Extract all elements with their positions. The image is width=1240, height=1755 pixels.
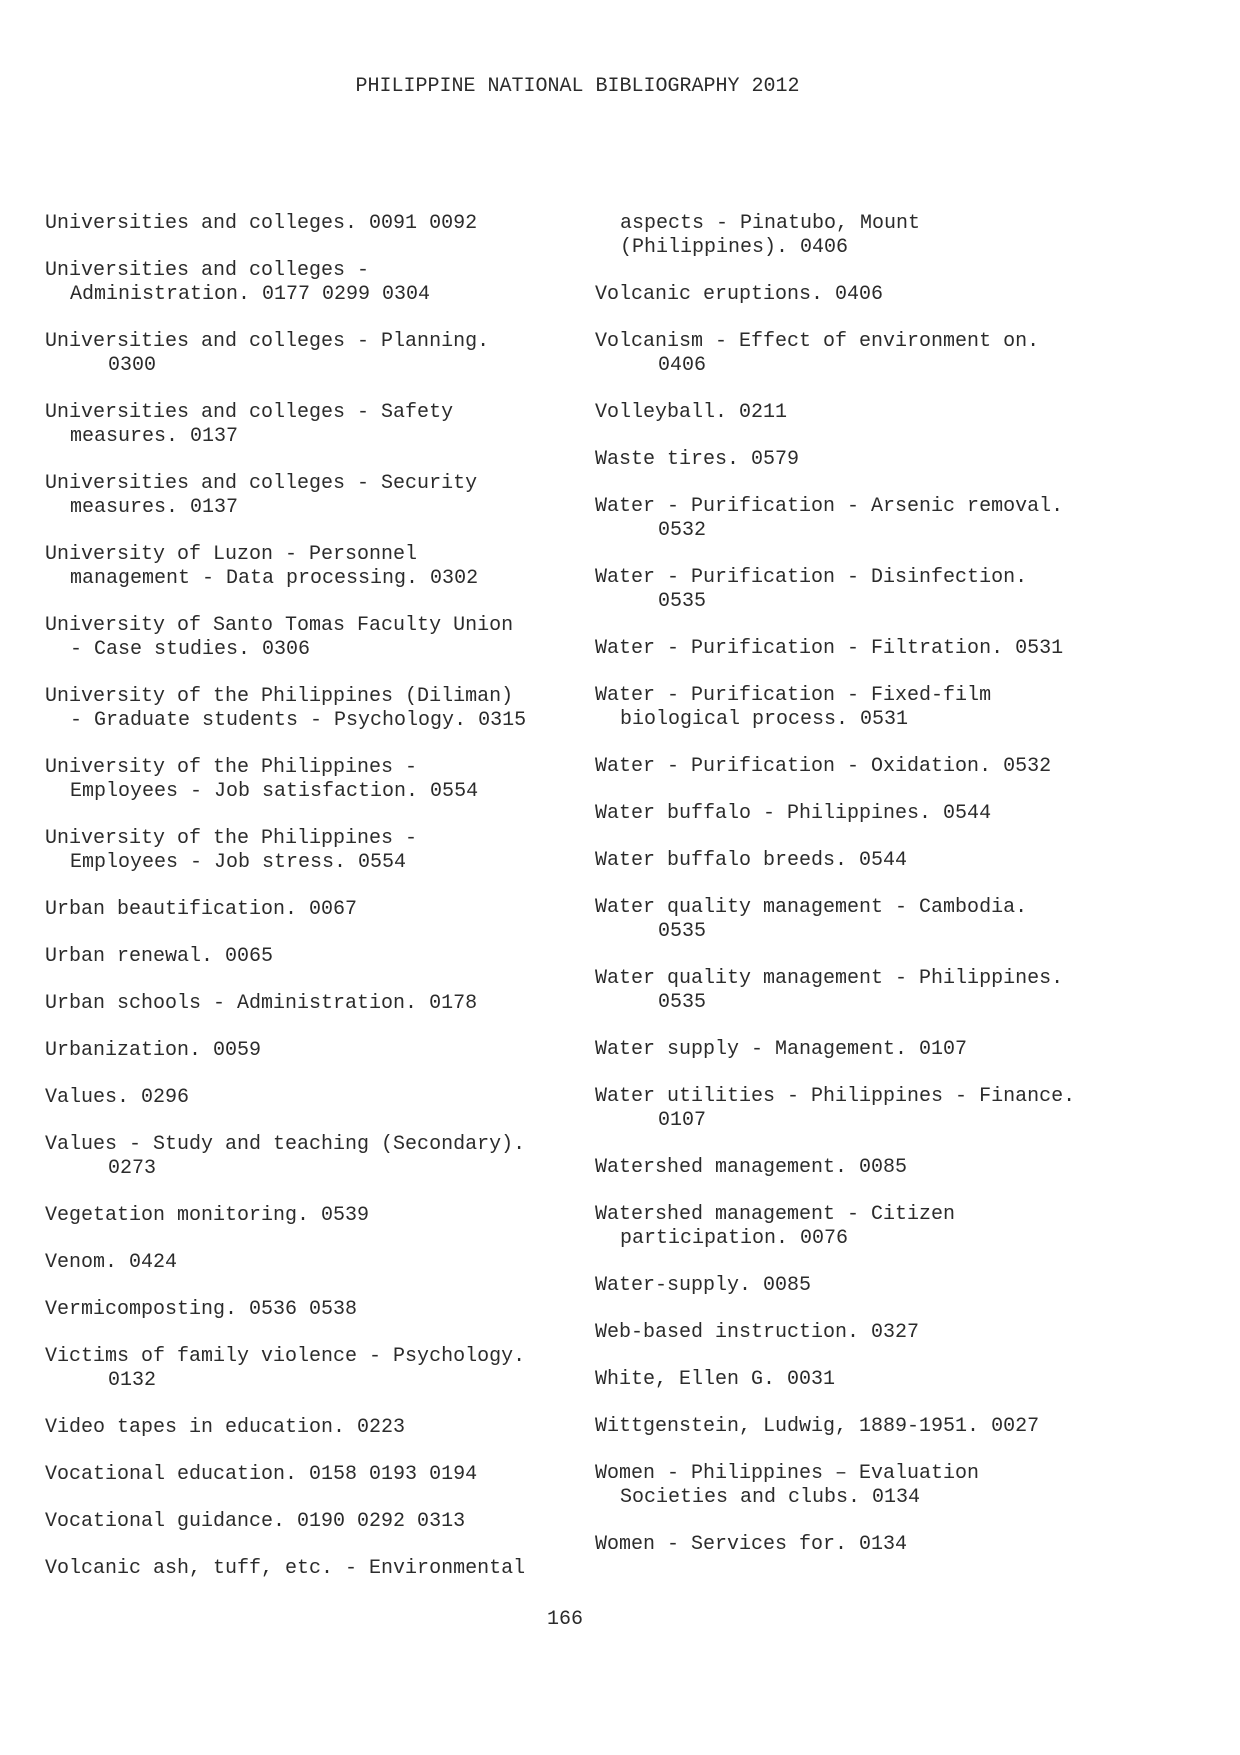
index-entry-line: Urban renewal. 0065 <box>45 945 274 968</box>
index-entry-line: measures. 0137 <box>70 496 239 519</box>
index-entry <box>45 1510 585 1534</box>
index-entry <box>595 755 1155 779</box>
index-entry <box>45 1345 585 1393</box>
index-entry-line: Universities and colleges. 0091 0092 <box>45 212 478 235</box>
index-entry-line: Victims of family violence - Psychology. <box>45 1345 526 1368</box>
index-entry <box>45 756 585 804</box>
index-entry-line: (Philippines). 0406 <box>620 236 849 259</box>
index-entry-line: University of the Philippines - <box>45 827 418 850</box>
index-entry-line: University of Luzon - Personnel <box>45 543 418 566</box>
index-entry <box>595 1156 1155 1180</box>
index-entry-line: White, Ellen G. 0031 <box>595 1368 836 1391</box>
index-entry-line: Values. 0296 <box>45 1086 190 1109</box>
index-entry <box>595 802 1155 826</box>
index-entry-line: Water utilities - Philippines - Finance. <box>595 1085 1076 1108</box>
index-entry-line: Watershed management. 0085 <box>595 1156 908 1179</box>
index-column-left <box>45 212 585 1604</box>
index-entry-line: Universities and colleges - Security <box>45 472 478 495</box>
index-entry <box>595 896 1155 944</box>
index-entry <box>45 330 585 378</box>
index-entry <box>595 684 1155 732</box>
index-entry-line: Vocational guidance. 0190 0292 0313 <box>45 1510 466 1533</box>
page-number: 166 <box>546 1608 583 1631</box>
index-entry <box>45 685 585 733</box>
index-entry-line: biological process. 0531 <box>620 708 909 731</box>
index-entry-line: Water quality management - Cambodia. <box>595 896 1028 919</box>
index-entry <box>595 1203 1155 1251</box>
index-entry-line: Employees - Job satisfaction. 0554 <box>70 780 479 803</box>
index-entry-line: Water buffalo breeds. 0544 <box>595 849 908 872</box>
index-entry <box>45 992 585 1016</box>
index-entry-line: Universities and colleges - Planning. <box>45 330 490 353</box>
index-entry-line: management - Data processing. 0302 <box>70 567 479 590</box>
index-entry <box>595 1085 1155 1133</box>
index-entry-line: 0535 <box>658 590 707 613</box>
index-entry-line: University of the Philippines - <box>45 756 418 779</box>
index-entry-line: Volleyball. 0211 <box>595 401 788 424</box>
index-entry-line: Vermicomposting. 0536 0538 <box>45 1298 358 1321</box>
index-entry <box>595 330 1155 378</box>
index-entry-line: Wittgenstein, Ludwig, 1889-1951. 0027 <box>595 1415 1040 1438</box>
index-entry-line: Administration. 0177 0299 0304 <box>70 283 431 306</box>
index-entry-line: Universities and colleges - Safety <box>45 401 454 424</box>
index-entry-line: 0107 <box>658 1109 707 1132</box>
index-entry <box>45 1298 585 1322</box>
index-entry-line: Water - Purification - Disinfection. <box>595 566 1028 589</box>
index-entry <box>595 849 1155 873</box>
index-entry-line: 0273 <box>108 1157 157 1180</box>
index-entry <box>595 566 1155 614</box>
index-entry <box>595 212 1155 260</box>
index-entry-line: University of the Philippines (Diliman) <box>45 685 514 708</box>
index-entry-line: - Graduate students - Psychology. 0315 <box>70 709 527 732</box>
index-entry-line: Vocational education. 0158 0193 0194 <box>45 1463 478 1486</box>
index-entry <box>45 1133 585 1181</box>
index-entry <box>595 1368 1155 1392</box>
index-entry <box>45 945 585 969</box>
index-entry-line: Women - Services for. 0134 <box>595 1533 908 1556</box>
index-entry-line: Urban schools - Administration. 0178 <box>45 992 478 1015</box>
index-entry <box>595 1038 1155 1062</box>
index-entry-line: - Case studies. 0306 <box>70 638 311 661</box>
index-entry <box>45 1416 585 1440</box>
index-entry-line: Employees - Job stress. 0554 <box>70 851 407 874</box>
index-entry-line: Urbanization. 0059 <box>45 1039 262 1062</box>
index-entry-line: 0406 <box>658 354 707 377</box>
index-entry-line: Water - Purification - Fixed-film <box>595 684 992 707</box>
index-entry <box>595 637 1155 661</box>
index-entry-line: aspects - Pinatubo, Mount <box>620 212 921 235</box>
index-entry <box>45 401 585 449</box>
index-entry-line: Universities and colleges - <box>45 259 370 282</box>
index-entry-line: Women - Philippines – Evaluation <box>595 1462 980 1485</box>
index-entry <box>45 614 585 662</box>
index-entry <box>45 1204 585 1228</box>
index-entry <box>595 1321 1155 1345</box>
index-entry <box>595 1462 1155 1510</box>
index-entry <box>45 259 585 307</box>
index-entry-line: measures. 0137 <box>70 425 239 448</box>
index-entry <box>45 1557 585 1581</box>
index-column-right <box>595 212 1155 1580</box>
index-entry-line: Venom. 0424 <box>45 1251 178 1274</box>
index-entry-line: Values - Study and teaching (Secondary). <box>45 1133 526 1156</box>
index-entry-line: Water - Purification - Filtration. 0531 <box>595 637 1064 660</box>
index-entry-line: Volcanism - Effect of environment on. <box>595 330 1040 353</box>
index-entry-line: Web-based instruction. 0327 <box>595 1321 920 1344</box>
index-entry <box>45 827 585 875</box>
index-entry-line: 0300 <box>108 354 157 377</box>
index-entry-line: Waste tires. 0579 <box>595 448 800 471</box>
page-header: PHILIPPINE NATIONAL BIBLIOGRAPHY 2012 <box>355 75 800 98</box>
index-entry <box>595 401 1155 425</box>
index-entry <box>45 1463 585 1487</box>
index-entry <box>595 1533 1155 1557</box>
index-entry-line: 0535 <box>658 991 707 1014</box>
index-entry <box>595 448 1155 472</box>
index-entry-line: Water-supply. 0085 <box>595 1274 812 1297</box>
index-entry-line: Watershed management - Citizen <box>595 1203 956 1226</box>
index-entry-line: Volcanic eruptions. 0406 <box>595 283 884 306</box>
index-entry-line: participation. 0076 <box>620 1227 849 1250</box>
index-entry-line: 0532 <box>658 519 707 542</box>
index-entry-line: Water quality management - Philippines. <box>595 967 1064 990</box>
index-entry <box>595 967 1155 1015</box>
index-entry <box>595 283 1155 307</box>
index-entry-line: Urban beautification. 0067 <box>45 898 358 921</box>
index-entry-line: University of Santo Tomas Faculty Union <box>45 614 514 637</box>
index-entry <box>45 1039 585 1063</box>
index-entry <box>595 495 1155 543</box>
index-entry-line: Water - Purification - Arsenic removal. <box>595 495 1064 518</box>
index-entry <box>45 212 585 236</box>
index-entry-line: Volcanic ash, tuff, etc. - Environmental <box>45 1557 526 1580</box>
index-entry-line: Water buffalo - Philippines. 0544 <box>595 802 992 825</box>
index-entry <box>45 472 585 520</box>
index-entry <box>595 1415 1155 1439</box>
index-entry-line: Water supply - Management. 0107 <box>595 1038 968 1061</box>
index-entry <box>45 1086 585 1110</box>
index-entry-line: 0535 <box>658 920 707 943</box>
index-entry-line: 0132 <box>108 1369 157 1392</box>
index-entry-line: Vegetation monitoring. 0539 <box>45 1204 370 1227</box>
index-entry-line: Societies and clubs. 0134 <box>620 1486 921 1509</box>
index-entry <box>45 543 585 591</box>
index-entry-line: Water - Purification - Oxidation. 0532 <box>595 755 1052 778</box>
index-entry <box>595 1274 1155 1298</box>
index-entry-line: Video tapes in education. 0223 <box>45 1416 406 1439</box>
index-entry <box>45 1251 585 1275</box>
index-entry <box>45 898 585 922</box>
